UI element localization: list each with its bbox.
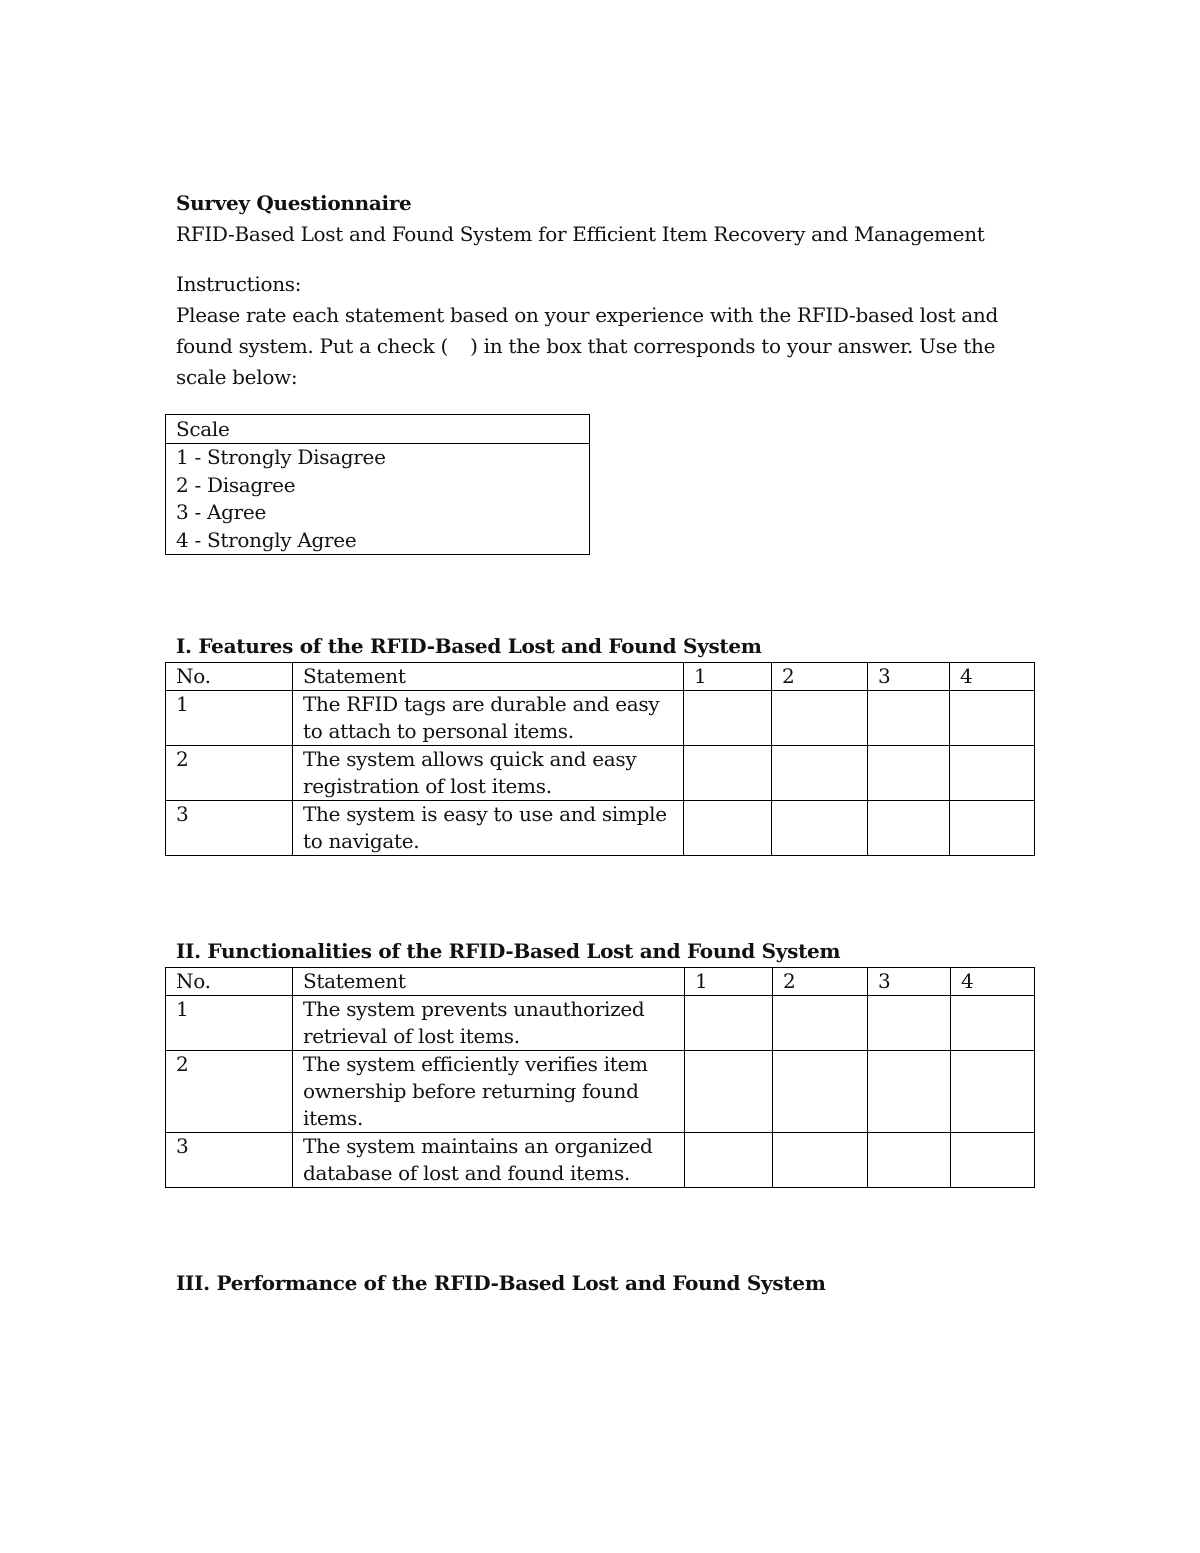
section-heading-functionalities: II. Functionalities of the RFID-Based Lost and Found System [176,939,841,963]
rating-checkbox-4[interactable] [951,1051,1035,1133]
row-number: 2 [166,1051,293,1133]
table-row [166,996,1035,1051]
scale-header: Scale [166,415,590,444]
scale-table [165,414,590,555]
rating-checkbox-3[interactable] [868,996,951,1051]
instructions-text [176,300,1026,393]
rating-checkbox-4[interactable] [951,996,1035,1051]
rating-checkbox-3[interactable] [868,691,950,746]
row-statement: The system maintains an organized database of lost and found items. [293,1133,685,1188]
column-header-rating-1: 1 [684,663,772,691]
functionalities-table [165,967,1035,1188]
rating-checkbox-4[interactable] [950,691,1035,746]
rating-checkbox-1[interactable] [685,996,773,1051]
rating-checkbox-2[interactable] [772,746,868,801]
rating-checkbox-4[interactable] [950,801,1035,856]
table-row [166,1133,1035,1188]
row-statement: The RFID tags are durable and easy to attach to personal items. [293,691,684,746]
instructions-label: Instructions: [176,272,302,296]
rating-checkbox-2[interactable] [773,1051,868,1133]
section-heading-performance: III. Performance of the RFID-Based Lost and Found System [176,1271,826,1295]
row-statement: The system efficiently verifies item ownership before returning found items. [293,1051,685,1133]
scale-items [166,444,590,555]
rating-checkbox-1[interactable] [684,801,772,856]
column-header-no: No. [166,663,293,691]
scale-item: 3 - Agree [176,500,266,524]
column-header-rating-3: 3 [868,968,951,996]
rating-checkbox-4[interactable] [950,746,1035,801]
rating-checkbox-2[interactable] [773,1133,868,1188]
table-row [166,801,1035,856]
document-subtitle: RFID-Based Lost and Found System for Efficient Item Recovery and Management [176,222,985,246]
instructions-text-part2: ) in the box that corresponds to your answer. Use the scale below: [176,334,996,389]
row-statement: The system is easy to use and simple to navigate. [293,801,684,856]
scale-item: 1 - Strongly Disagree [176,445,386,469]
rating-checkbox-3[interactable] [868,746,950,801]
column-header-rating-4: 4 [951,968,1035,996]
rating-checkbox-2[interactable] [772,801,868,856]
table-header-row [166,663,1035,691]
rating-checkbox-3[interactable] [868,1133,951,1188]
column-header-rating-4: 4 [950,663,1035,691]
scale-item: 4 - Strongly Agree [176,527,357,552]
row-number: 1 [166,996,293,1051]
table-row [166,691,1035,746]
row-number: 1 [166,691,293,746]
rating-checkbox-1[interactable] [684,691,772,746]
row-number: 2 [166,746,293,801]
scale-item: 2 - Disagree [176,472,296,497]
table-header-row [166,968,1035,996]
rating-checkbox-3[interactable] [868,1051,951,1133]
column-header-statement: Statement [293,968,685,996]
row-statement: The system prevents unauthorized retrieval of lost items. [293,996,685,1051]
rating-checkbox-1[interactable] [685,1051,773,1133]
instructions-text-part1: Please rate each statement based on your experience with the RFID-based lost and found system. Put a check ( [176,303,998,358]
row-number: 3 [166,1133,293,1188]
table-row [166,1051,1035,1133]
section-heading-features: I. Features of the RFID-Based Lost and Found System [176,634,762,658]
row-number: 3 [166,801,293,856]
rating-checkbox-1[interactable] [685,1133,773,1188]
rating-checkbox-2[interactable] [772,691,868,746]
table-row [166,746,1035,801]
row-statement: The system allows quick and easy registration of lost items. [293,746,684,801]
rating-checkbox-1[interactable] [684,746,772,801]
column-header-rating-2: 2 [773,968,868,996]
features-table [165,662,1035,856]
rating-checkbox-4[interactable] [951,1133,1035,1188]
column-header-rating-2: 2 [772,663,868,691]
column-header-no: No. [166,968,293,996]
column-header-rating-1: 1 [685,968,773,996]
rating-checkbox-3[interactable] [868,801,950,856]
column-header-rating-3: 3 [868,663,950,691]
document-title: Survey Questionnaire [176,191,412,215]
column-header-statement: Statement [293,663,684,691]
rating-checkbox-2[interactable] [773,996,868,1051]
